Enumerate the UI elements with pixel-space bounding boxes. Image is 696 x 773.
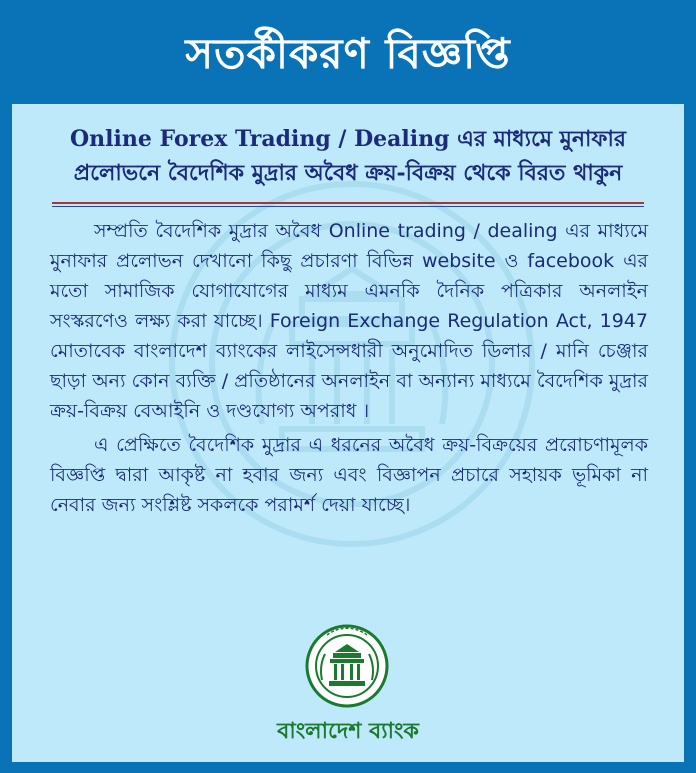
bangladesh-bank-logo-icon: [305, 624, 389, 708]
issuer-name: বাংলাদেশ ব্যাংক: [277, 719, 419, 744]
headline: [22, 122, 674, 190]
body-paragraph-2: এ প্রেক্ষিতে বৈদেশিক মুদ্রার এ ধরনের অবৈধ ক্রয়-বিক্রয়ের প্ররোচণামূলক বিজ্ঞপ্তি দ্বারা আকৃষ্ট না হবার জন্য এবং বিজ্ঞাপন প্রচারে সহায়ক ভূমিকা না নেবার জন্য সংশ্লিষ্ট সকলকে পরামর্শ দেয়া যাচ্ছে।: [50, 434, 648, 516]
divider-red: [52, 202, 644, 204]
notice-panel: [12, 104, 684, 762]
notice-body: [50, 216, 648, 524]
divider-blue: [52, 206, 644, 207]
body-paragraph-1: সম্প্রতি বৈদেশিক মুদ্রার অবৈধ Online trading / dealing এর মাধ্যমে মুনাফার প্রলোভন দেখানো কিছু প্রচারণা বিভিন্ন website ও facebook এর মতো সামাজিক যোগাযোগের মাধ্যম এমনকি দৈনিক পত্রিকার অনলাইন সংস্করণেও লক্ষ্য করা যাচ্ছে। Foreign Exchange Regulation Act, 1947 মোতাবেক বাংলাদেশ ব্যাংকের লাইসেন্সধারী অনুমোদিত ডিলার / মানি চেঞ্জার ছাড়া অন্য কোন ব্যক্তি / প্রতিষ্ঠানের অনলাইন বা অন্যান্য মাধ্যমে বৈদেশিক মুদ্রার ক্রয়-বিক্রয় বেআইনি ও দণ্ডযোগ্য অপরাধ ।: [50, 220, 648, 422]
headline-line-2: প্রলোভনে বৈদেশিক মুদ্রার অবৈধ ক্রয়-বিক্রয় থেকে বিরত থাকুন: [73, 160, 623, 186]
headline-line-1: Online Forex Trading / Dealing এর মাধ্যমে মুনাফার: [70, 126, 626, 152]
notice-title: সতর্কীকরণ বিজ্ঞপ্তি: [185, 29, 511, 78]
